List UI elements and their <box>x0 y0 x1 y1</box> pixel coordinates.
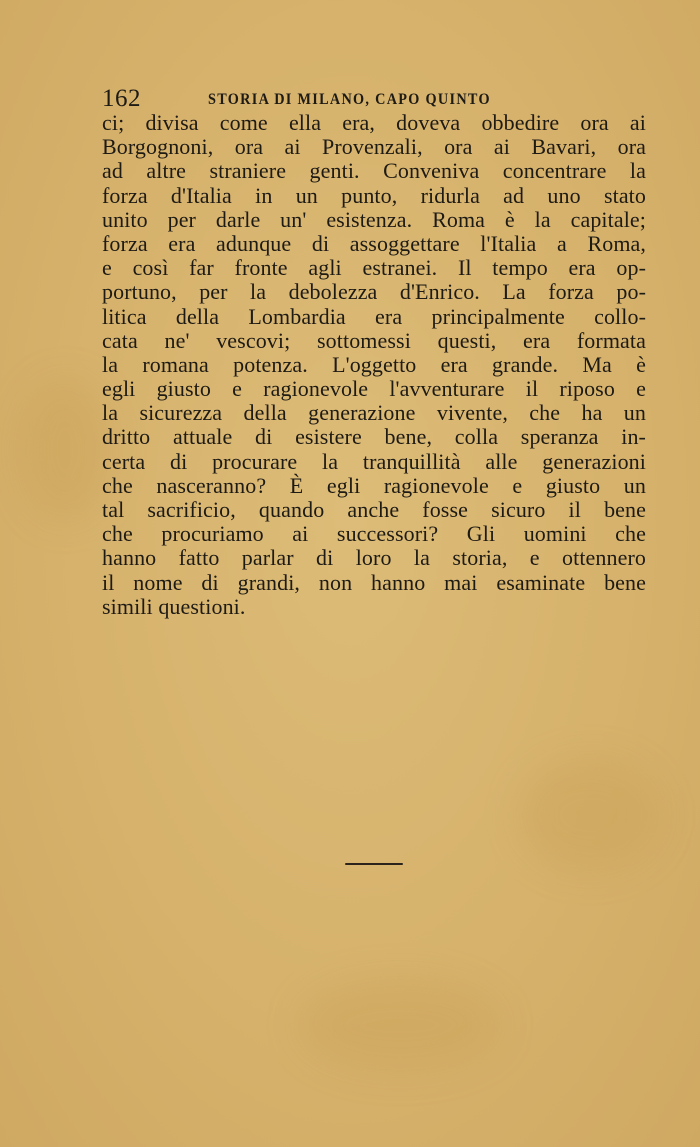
text-line: forza era adunque di assoggettare l'Italia a Roma, <box>102 230 646 256</box>
text-line: il nome di grandi, non hanno mai esaminate bene <box>102 569 646 595</box>
text-line: e così far fronte agli estranei. Il tempo era op- <box>102 255 646 281</box>
text-line: ad altre straniere genti. Conveniva concentrare la <box>102 158 646 184</box>
paper-stain <box>20 380 110 520</box>
text-line: la sicurezza della generazione vivente, che ha un <box>102 400 646 426</box>
paper-stain <box>300 980 500 1070</box>
text-line: che nasceranno? È egli ragionevole e giusto un <box>102 472 646 498</box>
text-line: tal sacrificio, quando anche fosse sicuro il bene <box>102 497 646 522</box>
text-line: litica della Lombardia era principalmente collo- <box>102 303 646 329</box>
text-line-last: simili questioni. <box>102 593 246 619</box>
page-number: 162 <box>102 85 141 112</box>
paper-stain <box>520 760 660 870</box>
page-header <box>102 86 642 112</box>
text-line: forza d'Italia in un punto, ridurla ad uno stato <box>102 182 646 208</box>
text-line: ci; divisa come ella era, doveva obbedire ora ai <box>102 110 646 135</box>
text-line: Borgognoni, ora ai Provenzali, ora ai Bavari, ora <box>102 134 646 160</box>
running-head: STORIA DI MILANO, CAPO QUINTO <box>208 91 491 108</box>
text-line: portuno, per la debolezza d'Enrico. La forza po- <box>102 279 646 305</box>
text-line: hanno fatto parlar di loro la storia, e ottennero <box>102 545 646 571</box>
text-line: egli giusto e ragionevole l'avventurare il riposo e <box>102 376 646 402</box>
text-line: cata ne' vescovi; sottomessi questi, era formata <box>102 327 646 353</box>
text-line: dritto attuale di esistere bene, colla speranza in- <box>102 424 646 450</box>
text-line: unito per darle un' esistenza. Roma è la capitale; <box>102 206 646 232</box>
end-of-section-rule <box>345 863 403 865</box>
text-line: che procuriamo ai successori? Gli uomini che <box>102 521 646 547</box>
text-line: certa di procurare la tranquillità alle generazioni <box>102 448 646 474</box>
text-line: la romana potenza. L'oggetto era grande. Ma è <box>102 351 646 377</box>
body-text <box>102 111 646 619</box>
